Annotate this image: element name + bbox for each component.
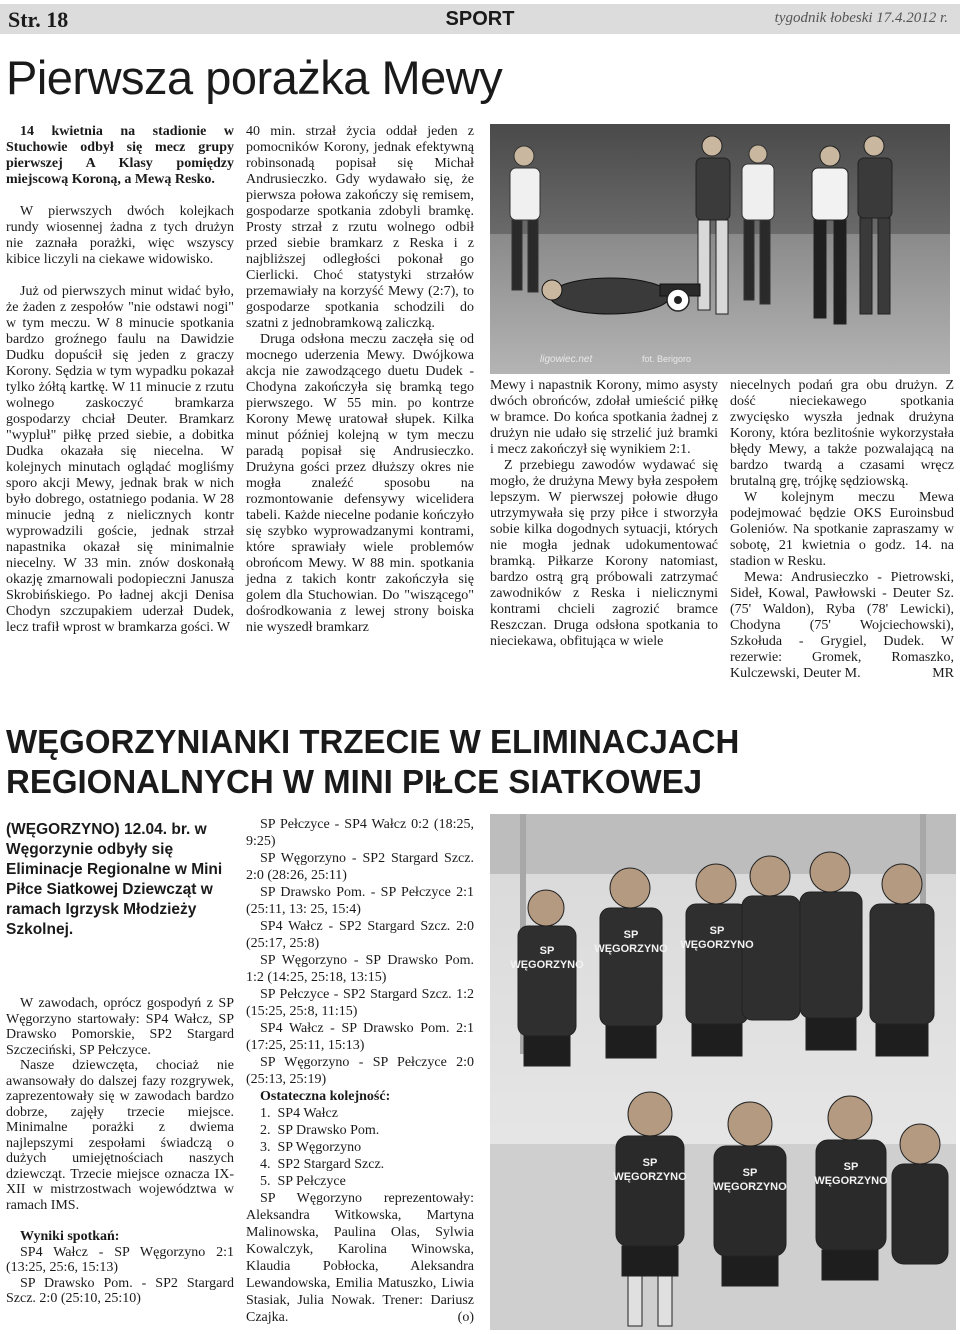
shirt-text: SP [539, 945, 555, 957]
result-line: SP Węgorzyno - SP Drawsko Pom. 1:2 (14:25, 25:18, 13:15) [246, 953, 474, 985]
shirt-text: SP [623, 929, 639, 941]
result-line: SP Węgorzyno - SP2 Stargard Szcz. 2:0 (28:26, 25:11) [246, 851, 474, 883]
article1-column-3 [490, 378, 718, 650]
article1-paragraph: Z przebiegu zawodów wydawać się mogło, że drużyna Mewy była zespołem lepszym. W pierwszej połowie długo utrzymywała się przy piłce i stworzyła sobie kilka dogodnych sytuacji, których nie mogła jednak udokumentować bramką. Piłkarze Korony natomiast, bardzo ostrą grą próbowali zatrzymać zawodników z Reska i nielicznymi kontrami chcieli zagrozić bramce Reszczan. Druga odsłona spotkania to nieciekawa, obfitująca w wiele [490, 458, 718, 649]
result-line: SP Pełczyce - SP2 Stargard Szcz. 1:2 (15:25, 25:8, 11:15) [246, 987, 474, 1019]
article1-paragraph: Mewa: Andrusieczko - Pietrowski, Sideł, Kowal, Pawłowski - Deuter Sz. (75' Waldon), Ryba (78' Lewicki), Chodyna (75' Wojciechowski), Szkołuda - Grygiel, Dudek. W rezerwie: Gromek, Romaszko, Kulczewski, Deuter M. [730, 570, 954, 681]
article2-signature: (o) [457, 1310, 474, 1325]
result-line: SP Drawsko Pom. - SP Pełczyce 2:1 (25:11, 13: 25, 15:4) [246, 885, 474, 917]
shirt-text: SP [843, 1161, 859, 1173]
article1-lead: 14 kwietnia na stadionie w Stuchowie odbył się mecz grupy pierwszej A Klasy pomiędzy miejscową Koroną, a Mewą Resko. [6, 124, 234, 187]
standings-item: 3. SP Węgorzyno [260, 1140, 362, 1155]
shirt-text: SP [642, 1157, 658, 1169]
article1-column-4 [730, 378, 954, 682]
shirt-text: WĘGORZYNO [814, 1175, 888, 1187]
article1-title: Pierwsza porażka Mewy [6, 51, 503, 104]
article1-paragraph: W pierwszych dwóch kolejkach rundy wiosennej żadna z tych drużyn nie zaznała porażki, więc wszyscy kibice liczyli na ciekawe widowisko. [6, 204, 234, 267]
result-line: SP4 Wałcz - SP2 Stargard Szcz. 2:0 (25:17, 25:8) [246, 919, 474, 951]
article1-column-1 [6, 124, 234, 636]
article2-title: WĘGORZYNIANKI TRZECIE W ELIMINACJACH REGIONALNYCH W MINI PIŁCE SIATKOWEJ [6, 723, 740, 800]
article1-signature: MR [932, 666, 954, 681]
photo-credit-author: fot. Berigoro [642, 354, 692, 364]
article1-paragraph: Już od pierwszych minut widać było, że żaden z zespołów "nie odstawi nogi" w tym meczu. W 8 minucie spotkania bardzo groźnego faulu na Dawidzie Dudku dopuścił się jeden z graczy Korony. Sędzia w tym wypadku pokazał tylko żółtą kartkę. W 11 minucie z rzutu wolnego zaskoczyć bramkarza gospodarzy chciał Deuter. Bramkarz "wypluł" piłkę przed siebie, a dobitka Dudka okazała się niecelna. W kolejnych minutach oglądać mogliśmy sporo akcji Mewy, jednak brak w nich było dobrego, ostatniego podania. W 28 minucie jedną z nielicznych kontr wyprowadzili goście, jednak strzał napastnika okazał się minimalnie niecelny. W 33 min. znów doskonałą okazję zmarnowali podopieczni Janusza Skrobińskiego. Po ładnej akcji Denisa Chodyn szczupakiem uderzał Dudek, lecz trafił wprost w bramkarza gości. W [6, 284, 234, 635]
volleyball-team-illustration [490, 814, 956, 1330]
football-match-illustration [490, 124, 950, 374]
shirt-text: WĘGORZYNO [594, 943, 668, 955]
standings-item: 1. SP4 Wałcz [260, 1106, 338, 1121]
volleyball-team-photo [490, 814, 956, 1330]
standings-item: 5. SP Pełczyce [260, 1174, 346, 1189]
team-paragraph: SP Węgorzyno reprezentowały: Aleksandra Witkowska, Martyna Malinowska, Paulina Olas, Sylwia Kowalczyk, Karolina Winowska, Klaudia Pobłocka, Aleksandra Lewandowska, Emilia Matuszko, Liwia Stasiak, Julia Nowak. Trener: Dariusz Czajka. [246, 1191, 474, 1325]
section-name: SPORT [445, 8, 515, 30]
result-line: SP Węgorzyno - SP Pełczyce 2:0 (25:13, 25:19) [246, 1055, 474, 1087]
shirt-text: WĘGORZYNO [713, 1181, 787, 1193]
shirt-text: SP [709, 925, 725, 937]
article2-column-1 [6, 996, 234, 1307]
football-match-photo [490, 124, 950, 374]
article2-lead: (WĘGORZYNO) 12.04. br. w Węgorzynie odbyły się Eliminacje Regionalne w Mini Piłce Siatkowej Dziewcząt w ramach Igrzysk Młodzieży Szkolnej. [6, 821, 223, 938]
issue-date: tygodnik łobeski 17.4.2012 r. [774, 10, 948, 26]
article2-paragraph: Nasze dziewczęta, chociaż nie awansowały do dalszej fazy rozgrywek, zaprezentowały się w zawodach bardzo dobrze, zajęły trzecie miejsce. Minimalne porażki z dwiema najlepszymi zespołami świadczą o dużych umiejętnościach naszych dziewcząt. Trzecie miejsce oznacza IX-XII w mistrzostwach województwa w ramach IMS. [6, 1058, 234, 1213]
article1-paragraph: Mewy i napastnik Korony, mimo asysty dwóch obrońców, zdołał umieścić piłkę w bramce. Do końca spotkania żadnej z drużyn nie udało się strzelić już bramki i mecz zakończył się wynikiem 2:1. [490, 378, 718, 457]
results-title: Wyniki spotkań: [20, 1229, 120, 1244]
standings-item: 4. SP2 Stargard Szcz. [260, 1157, 385, 1172]
page-number: Str. 18 [8, 7, 69, 32]
shirt-text: WĘGORZYNO [680, 939, 754, 951]
article1-paragraph: W kolejnym meczu Mewa podejmować będzie OKS Euroinsbud Goleniów. Na spotkanie zapraszamy w sobotę, 21 kwietnia o godz. 14. na stadion w Resku. [730, 490, 954, 569]
article2-paragraph: W zawodach, oprócz gospodyń z SP Węgorzyno startowały: SP4 Wałcz, SP Drawsko Pomorskie, SP2 Stargard Szczeciński, SP Pełczyce. [6, 996, 234, 1058]
shirt-text: WĘGORZYNO [510, 959, 584, 971]
shirt-text: WĘGORZYNO [613, 1171, 687, 1183]
article1-paragraph: 40 min. strzał życia oddał jeden z pomocników Korony, jednak efektywną robinsonadą popisał się Michał Andrusieczko. Gdy wydawało się, że pierwsza połowa zakończy się remisem, gospodarze spotkania zdobyli bramkę. Prosty strzał z rzutu wolnego odbił przed siebie bramkarz z Reska i z najbliższej odległości pokonał go Cierlicki. Choć statystyki strzałów przemawiały na korzyść Mewy (2:7), to gospodarze spotkania schodzili do szatni z jednobramkową zaliczką. [246, 124, 474, 331]
result-line: SP4 Wałcz - SP Węgorzyno 2:1 (13:25, 25:6, 15:13) [6, 1244, 234, 1275]
result-line: SP Drawsko Pom. - SP2 Stargard Szcz. 2:0 (25:10, 25:10) [6, 1275, 234, 1306]
standings-title: Ostateczna kolejność: [260, 1089, 391, 1104]
result-line: SP4 Wałcz - SP Drawsko Pom. 2:1 (17:25, 25:11, 15:13) [246, 1021, 474, 1053]
photo-credit-site: ligowiec.net [540, 354, 593, 365]
article2-column-2 [246, 816, 474, 1326]
result-line: SP Pełczyce - SP4 Wałcz 0:2 (18:25, 9:25) [246, 817, 474, 849]
article1-paragraph: niecelnych podań gra obu drużyn. Z dość nieciekawego spotkania zwycięsko wyszła jednak drużyna Korony, która bezlitośnie wykorzystała błędy Mewy, a także pozwalającą na bardzo twardą a czasami wręcz brutalną grę, trójkę sędziowską. [730, 378, 954, 489]
article1-paragraph: Druga odsłona meczu zaczęła się od mocnego uderzenia Mewy. Dwójkowa akcja nie zawodzącego duetu Dudek - Chodyna zakończyła się bramką tego pierwszego. W 55 min. po kontrze Korony Mewę uratował słupek. Kilka minut później kolejną w tym meczu paradą popisał się Andrusieczko. Drużyna gości przez dłuższy okres nie mogła znaleźć sposobu na rozmontowanie defensywy wicelidera tabeli. Każde niecelne podanie kończyło się szybko wyprowadzanymi kontrami, które sprawiały wiele problemów obrońcom Mewy. W 88 min. spotkania jedna z takich kontr zakończyła się golem dla Stuchowian. Do "wiszącego" dośrodkowania z lewej strony boiska nie wyszedł bramkarz [246, 332, 474, 635]
article1-column-2 [246, 124, 474, 636]
standings-item: 2. SP Drawsko Pom. [260, 1123, 380, 1138]
shirt-text: SP [742, 1167, 758, 1179]
